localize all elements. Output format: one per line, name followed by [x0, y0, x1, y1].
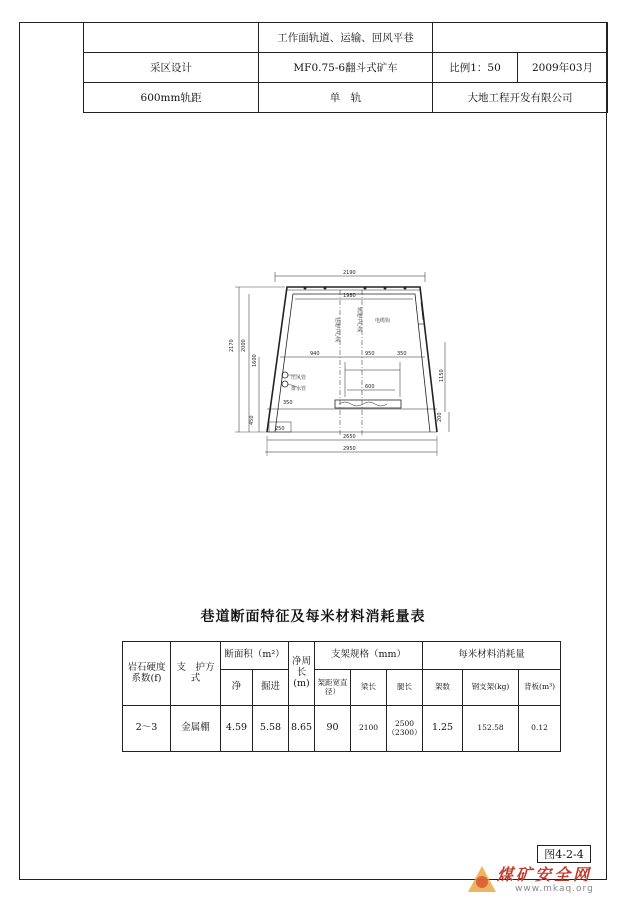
cell-hardness: 2～3 — [123, 706, 171, 752]
cell-plank: 0.12 — [519, 706, 561, 752]
cell-beam: 2100 — [351, 706, 387, 752]
cell-support: 金属棚 — [171, 706, 221, 752]
cell-perimeter: 8.65 — [289, 706, 315, 752]
cell-net: 4.59 — [221, 706, 253, 752]
figure-number: 图4-2-4 — [537, 845, 591, 863]
table-row — [123, 706, 561, 752]
label-cable-hook: 电缆钩 — [375, 318, 391, 324]
header-steel: 钢支架(kg) — [463, 670, 519, 706]
header-perimeter: 净周长(m) — [289, 642, 315, 706]
cell-excavation: 5.58 — [253, 706, 289, 752]
dim-top-width: 2190 — [343, 270, 356, 276]
dim-height-2000: 2000 — [241, 339, 247, 352]
equipment-label: MF0.75-6翻斗式矿车 — [259, 53, 433, 83]
label-air-pipe: 压风管 — [291, 375, 307, 381]
dim-base-250: 250 — [275, 426, 285, 432]
header-leg-length: 腿长 — [387, 670, 423, 706]
tunnel-cross-section — [225, 262, 455, 467]
cell-steel: 152.58 — [463, 706, 519, 752]
dim-rail-600: 600 — [365, 384, 375, 390]
label-track-center: 巷道中心线 — [334, 317, 340, 343]
dim-mid-950: 950 — [365, 351, 375, 357]
header-support: 支 护方 式 — [171, 642, 221, 706]
header-frames: 架数 — [423, 670, 463, 706]
header-frame-spec: 支架规格（mm） — [315, 642, 423, 670]
dim-width-2650: 2650 — [343, 434, 356, 440]
date-label: 2009年03月 — [518, 53, 608, 83]
cell-leg: 2500（2300） — [387, 706, 423, 752]
dim-left-940: 940 — [310, 351, 320, 357]
label-water-pipe: 排水管 — [291, 386, 307, 392]
drawing-title: 工作面轨道、运输、回风平巷 — [259, 23, 433, 53]
track-label: 单 轨 — [259, 83, 433, 113]
cell-frames: 1.25 — [423, 706, 463, 752]
dim-gap-350: 350 — [283, 400, 293, 406]
design-unit: 采区设计 — [84, 53, 259, 83]
header-section-area: 断面积（m²） — [221, 642, 289, 670]
dim-width-2950: 2950 — [343, 446, 356, 452]
dim-height-1600: 1600 — [252, 354, 258, 367]
header-excavation: 掘进 — [253, 670, 289, 706]
header-plank: 背板(m³) — [519, 670, 561, 706]
title-block-empty — [84, 23, 259, 53]
dim-total-height: 2170 — [229, 339, 235, 352]
dim-right-350: 350 — [397, 351, 407, 357]
scale-label: 比例1：50 — [433, 53, 518, 83]
company-label: 大地工程开发有限公司 — [433, 83, 608, 113]
dim-low-200: 200 — [437, 412, 443, 422]
dim-inner-top: 1980 — [343, 293, 356, 299]
table-title: 巷道断面特征及每米材料消耗量表 — [200, 609, 426, 625]
dim-low-450: 450 — [249, 415, 255, 425]
label-road-center: 轨道中心线 — [356, 307, 362, 333]
header-consumption: 每米材料消耗量 — [423, 642, 561, 670]
cell-spacing: 90 — [315, 706, 351, 752]
header-beam-length: 梁长 — [351, 670, 387, 706]
header-rock-hardness: 岩石硬度系数(f) — [123, 642, 171, 706]
header-frame-spacing: 架距宽直径） — [315, 670, 351, 706]
title-block-empty-right — [433, 23, 608, 53]
watermark-url: www.mkaq.org — [515, 884, 594, 894]
header-net: 净 — [221, 670, 253, 706]
material-table — [122, 641, 561, 752]
title-block — [83, 22, 608, 113]
dim-height-1150: 1150 — [439, 369, 445, 382]
watermark-text: 煤矿安全网 — [497, 865, 593, 884]
gauge-label: 600mm轨距 — [84, 83, 259, 113]
